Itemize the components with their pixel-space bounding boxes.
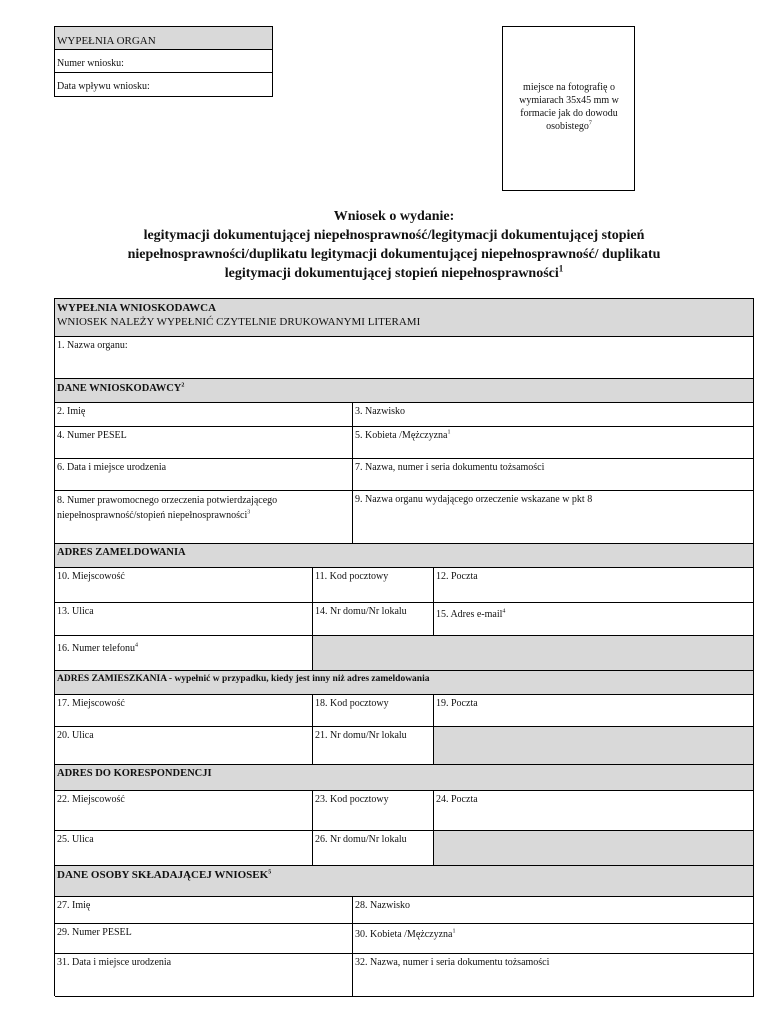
section-correspondence-address: ADRES DO KORESPONDENCJI — [55, 765, 754, 791]
residence-street-field[interactable]: 20. Ulica — [55, 727, 313, 765]
submitter-gender-field[interactable]: 30. Kobieta /Mężczyzna$^1$ — [353, 924, 754, 954]
section-applicant-data: DANE WNIOSKODAWCY$^2$ — [55, 379, 754, 403]
registered-postal-code-field[interactable]: 11. Kod pocztowy — [313, 568, 434, 603]
unused-cell — [434, 727, 754, 765]
receipt-date-field[interactable]: Data wpływu wniosku: — [57, 81, 150, 92]
registered-city-field[interactable]: 10. Miejscowość — [55, 568, 313, 603]
document-subtitle-line-3: legitymacji dokumentującej stopień niepełnosprawności$^1$ — [224, 263, 564, 281]
email-field[interactable]: 15. Adres e-mail$^4$ — [434, 603, 754, 636]
submitter-first-name-field[interactable]: 27. Imię — [55, 897, 353, 924]
organ-box-header: WYPEŁNIA ORGAN — [55, 27, 272, 50]
correspondence-house-number-field[interactable]: 26. Nr domu/Nr lokalu — [313, 831, 434, 866]
submitter-pesel-field[interactable]: 29. Numer PESEL — [55, 924, 353, 954]
correspondence-city-field[interactable]: 22. Miejscowość — [55, 791, 313, 831]
applicant-header: WYPEŁNIA WNIOSKODAWCA WNIOSEK NALEŻY WYPEŁNIĆ CZYTELNIE DRUKOWANYMI LITERAMI — [55, 299, 754, 337]
pesel-field[interactable]: 4. Numer PESEL — [55, 427, 353, 459]
section-registered-address: ADRES ZAMELDOWANIA — [55, 544, 754, 568]
phone-field[interactable]: 16. Numer telefonu$^4$ — [55, 636, 313, 671]
last-name-field[interactable]: 3. Nazwisko — [353, 403, 754, 427]
residence-city-field[interactable]: 17. Miejscowość — [55, 695, 313, 727]
section-submitter-data: DANE OSOBY SKŁADAJĄCEJ WNIOSEK$^5$ — [55, 866, 754, 897]
document-subtitle-line-1: legitymacji dokumentującej niepełnosprawność/legitymacji dokumentującej stopień — [143, 228, 645, 243]
disability-ruling-number-field[interactable]: 8. Numer prawomocnego orzeczenia potwierdzającego niepełnosprawność/stopień niepełnosprawności$^3$ — [55, 491, 353, 544]
submitter-identity-document-field[interactable]: 32. Nazwa, numer i seria dokumentu tożsamości — [353, 954, 754, 997]
organ-box — [54, 26, 273, 97]
birth-date-place-field[interactable]: 6. Data i miejsce urodzenia — [55, 459, 353, 491]
submitter-last-name-field[interactable]: 28. Nazwisko — [353, 897, 754, 924]
unused-cell — [313, 636, 754, 671]
correspondence-street-field[interactable]: 25. Ulica — [55, 831, 313, 866]
authority-name-field[interactable]: 1. Nazwa organu: — [55, 337, 754, 379]
gender-field[interactable]: 5. Kobieta /Mężczyzna$^1$ — [353, 427, 754, 459]
correspondence-post-office-field[interactable]: 24. Poczta — [434, 791, 754, 831]
section-residence-address: ADRES ZAMIESZKANIA - wypełnić w przypadku, kiedy jest inny niż adres zameldowania — [55, 671, 754, 695]
submitter-birth-date-place-field[interactable]: 31. Data i miejsce urodzenia — [55, 954, 353, 997]
application-number-field[interactable]: Numer wniosku: — [55, 50, 272, 73]
photo-placeholder — [502, 26, 635, 191]
registered-street-field[interactable]: 13. Ulica — [55, 603, 313, 636]
document-title: Wniosek o wydanie: — [333, 209, 455, 224]
residence-house-number-field[interactable]: 21. Nr domu/Nr lokalu — [313, 727, 434, 765]
identity-document-field[interactable]: 7. Nazwa, numer i seria dokumentu tożsamości — [353, 459, 754, 491]
photo-placeholder-text: miejsce na fotografię o wymiarach 35x45 mm w formacie jak do dowodu osobistego$^7$ — [519, 82, 619, 132]
residence-postal-code-field[interactable]: 18. Kod pocztowy — [313, 695, 434, 727]
correspondence-postal-code-field[interactable]: 23. Kod pocztowy — [313, 791, 434, 831]
ruling-authority-field[interactable]: 9. Nazwa organu wydającego orzeczenie wskazane w pkt 8 — [353, 491, 754, 544]
document-subtitle-line-2: niepełnosprawności/duplikatu legitymacji dokumentującej niepełnosprawność/ duplikatu — [127, 247, 661, 262]
first-name-field[interactable]: 2. Imię — [55, 403, 353, 427]
application-form — [54, 298, 754, 996]
registered-post-office-field[interactable]: 12. Poczta — [434, 568, 754, 603]
registered-house-number-field[interactable]: 14. Nr domu/Nr lokalu — [313, 603, 434, 636]
residence-post-office-field[interactable]: 19. Poczta — [434, 695, 754, 727]
unused-cell — [434, 831, 754, 866]
